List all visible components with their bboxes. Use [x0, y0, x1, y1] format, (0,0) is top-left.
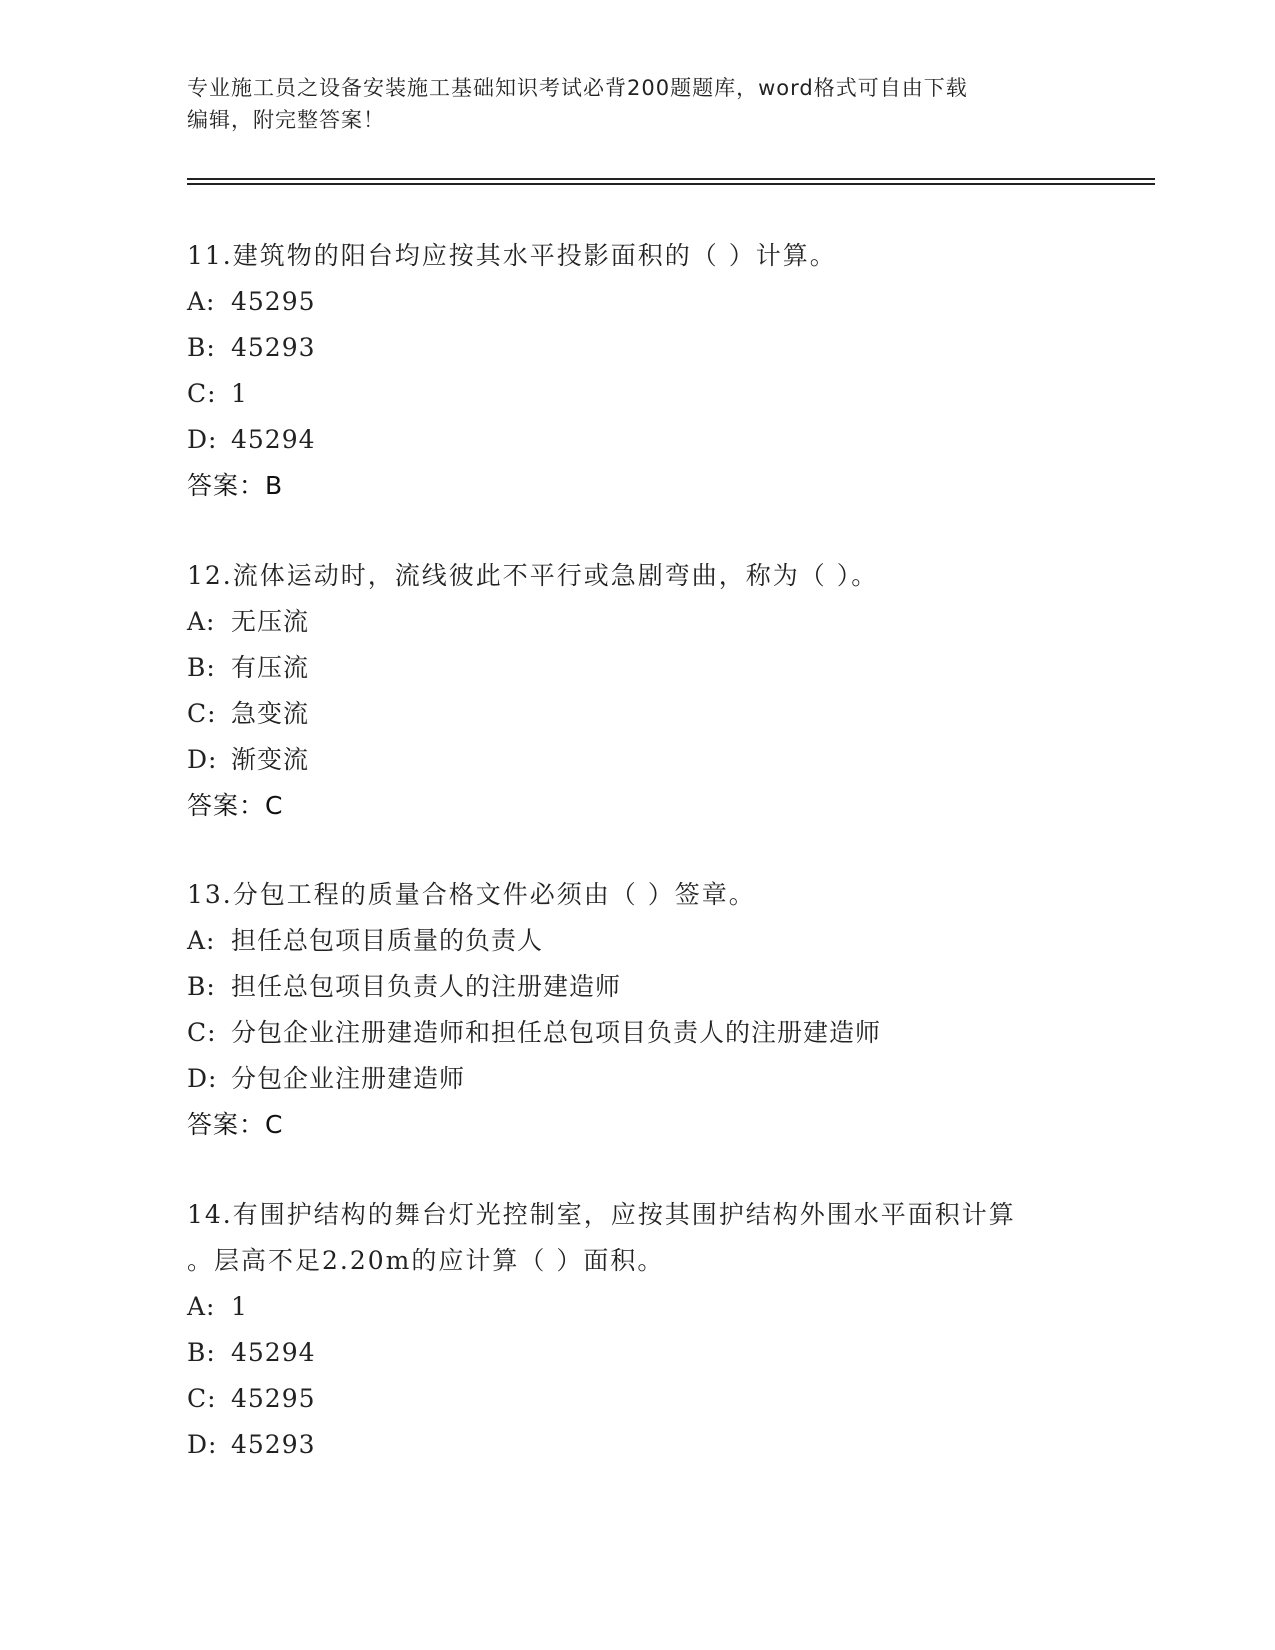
option-letter: A:: [187, 607, 216, 636]
question-stem: 13.分包工程的质量合格文件必须由（ ）签章。: [187, 880, 756, 909]
option-a: [187, 599, 1087, 645]
question-14: [187, 1192, 1087, 1468]
document-header: [187, 72, 1087, 136]
option-b: [187, 325, 1087, 371]
option-letter: C:: [187, 1018, 217, 1047]
option-letter: A:: [187, 1292, 216, 1321]
header-divider-bottom: [187, 183, 1155, 185]
question-stem: 12.流体运动时，流线彼此不平行或急剧弯曲，称为（ ）。: [187, 561, 879, 590]
option-letter: B:: [187, 333, 216, 362]
option-text: 分包企业注册建造师和担任总包项目负责人的注册建造师: [231, 1018, 882, 1047]
option-text: 分包企业注册建造师: [231, 1064, 466, 1093]
option-d: [187, 417, 1087, 463]
question-stem: 11.建筑物的阳台均应按其水平投影面积的（ ）计算。: [187, 241, 837, 270]
question-stem-line-1: 14.有围护结构的舞台灯光控制室，应按其围护结构外围水平面积计算: [187, 1200, 1016, 1229]
option-letter: A:: [187, 287, 216, 316]
option-letter: C:: [187, 699, 217, 728]
option-text: 45294: [231, 425, 316, 454]
option-text: 45295: [231, 1384, 316, 1413]
option-b: [187, 964, 1087, 1010]
option-letter: B:: [187, 1338, 216, 1367]
option-d: [187, 1422, 1087, 1468]
header-divider-top: [187, 178, 1155, 180]
option-letter: C:: [187, 379, 217, 408]
option-d: [187, 737, 1087, 783]
option-text: 1: [231, 1292, 248, 1321]
option-text: 1: [231, 379, 248, 408]
option-b: [187, 1330, 1087, 1376]
option-text: 急变流: [231, 699, 310, 728]
option-a: [187, 1284, 1087, 1330]
option-letter: D:: [187, 1064, 218, 1093]
question-11: [187, 233, 1087, 509]
option-letter: C:: [187, 1384, 217, 1413]
option-b: [187, 645, 1087, 691]
option-a: [187, 918, 1087, 964]
question-stem-line-2: 。层高不足2.20m的应计算（ ）面积。: [187, 1246, 665, 1275]
option-letter: B:: [187, 653, 216, 682]
option-text: 担任总包项目负责人的注册建造师: [231, 972, 622, 1001]
option-text: 渐变流: [231, 745, 310, 774]
option-c: [187, 1376, 1087, 1422]
option-text: 有压流: [231, 653, 310, 682]
answer-line: 答案：C: [187, 791, 284, 820]
option-c: [187, 691, 1087, 737]
answer-line: 答案：C: [187, 1110, 284, 1139]
question-13: [187, 872, 1087, 1148]
answer-line: 答案：B: [187, 471, 284, 500]
option-text: 45293: [231, 333, 316, 362]
option-text: 45293: [231, 1430, 316, 1459]
header-title-line-2: 编辑，附完整答案！: [187, 108, 385, 132]
question-12: [187, 553, 1087, 829]
option-d: [187, 1056, 1087, 1102]
option-letter: D:: [187, 425, 218, 454]
option-c: [187, 371, 1087, 417]
option-text: 45295: [231, 287, 316, 316]
option-a: [187, 279, 1087, 325]
option-text: 担任总包项目质量的负责人: [231, 926, 544, 955]
option-text: 无压流: [231, 607, 310, 636]
option-c: [187, 1010, 1087, 1056]
option-letter: D:: [187, 745, 218, 774]
option-letter: B:: [187, 972, 216, 1001]
option-text: 45294: [231, 1338, 316, 1367]
option-letter: D:: [187, 1430, 218, 1459]
option-letter: A:: [187, 926, 216, 955]
header-title-line-1: 专业施工员之设备安装施工基础知识考试必背200题题库，word格式可自由下载: [187, 76, 968, 100]
